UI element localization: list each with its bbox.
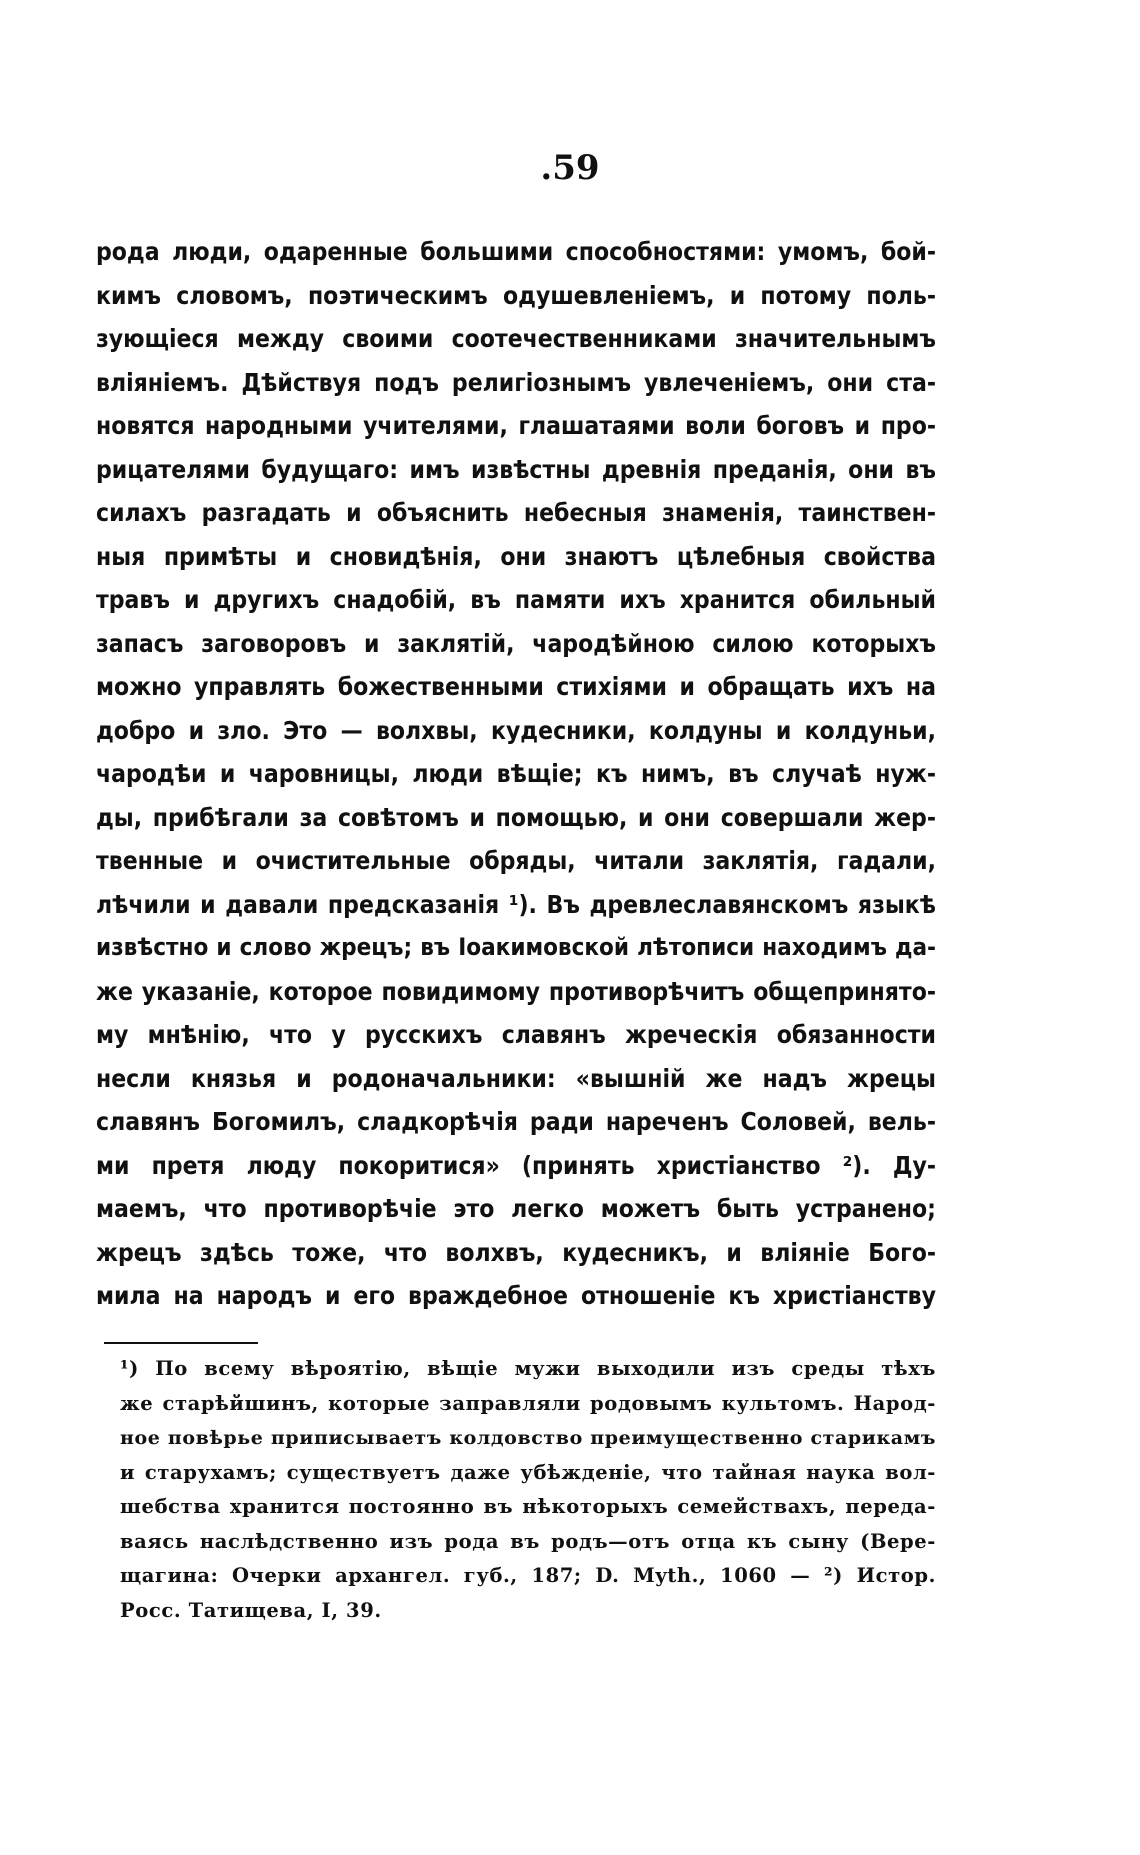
body-line: чародѣи и чаровницы, люди вѣщіе; къ нимъ, въ случаѣ нуж-: [96, 759, 936, 788]
footnote-line: щагина: Очерки архангел. губ., 187; D. Myth., 1060 — ²) Истор.: [120, 1564, 936, 1587]
body-line: же указаніе, которое повидимому противорѣчитъ общепринято-: [96, 976, 936, 1006]
body-line: лѣчили и давали предсказанія ¹). Въ древлеславянскомъ языкѣ: [96, 889, 936, 919]
body-line: добро и зло. Это — волхвы, кудесники, колдуны и колдуньи,: [96, 715, 936, 745]
body-line: силахъ разгадать и объяснить небесныя знаменія, таинствен-: [96, 498, 936, 527]
footnote-line: шебства хранится постоянно въ нѣкоторыхъ семействахъ, переда-: [120, 1495, 936, 1518]
body-line: можно управлять божественными стихіями и обращать ихъ на: [96, 672, 936, 701]
body-line: рицателями будущаго: имъ извѣстны древнія преданія, они въ: [96, 454, 936, 484]
footnote-line: и старухамъ; существуетъ даже убѣжденіе, что тайная наука вол-: [120, 1460, 936, 1484]
body-line: твенные и очистительные обряды, читали заклятія, гадали,: [96, 846, 936, 875]
body-line: му мнѣнію, что у русскихъ славянъ жреческія обязанности: [96, 1020, 936, 1049]
body-line: ды, прибѣгали за совѣтомъ и помощью, и они совершали жер-: [96, 802, 936, 832]
body-line: жрецъ здѣсь тоже, что волхвъ, кудесникъ, и вліяніе Бого-: [96, 1237, 936, 1267]
body-line: зующіеся между своими соотечественниками значительнымъ: [96, 324, 936, 353]
body-line: рода люди, одаренные большими способностями: умомъ, бой-: [96, 237, 936, 266]
page-number: .59: [540, 148, 600, 188]
footnote-line: ваясь наслѣдственно изъ рода въ родъ—отъ отца къ сыну (Вере-: [120, 1529, 936, 1553]
body-text: [96, 230, 936, 1318]
body-line: ми претя люду покоритися» (принять христіанство ²). Ду-: [96, 1150, 936, 1180]
body-line: мила на народъ и его враждебное отношеніе къ христіанству: [96, 1281, 936, 1310]
footnote-line: же старѣйшинъ, которые заправляли родовымъ культомъ. Народ-: [120, 1391, 936, 1415]
body-line: несли князья и родоначальники: «вышній же надъ жрецы: [96, 1063, 936, 1093]
footnote-line: ное повѣрье приписываетъ колдовство преимущественно старикамъ: [120, 1427, 936, 1449]
body-line: маемъ, что противорѣчіе это легко можетъ быть устранено;: [96, 1194, 936, 1223]
footnote-separator-rule: [104, 1342, 258, 1344]
body-line: вліяніемъ. Дѣйствуя подъ религіознымъ увлеченіемъ, они ста-: [96, 367, 936, 397]
body-line: новятся народными учителями, глашатаями воли боговъ и про-: [96, 411, 936, 440]
body-line: ныя примѣты и сновидѣнія, они знаютъ цѣлебныя свойства: [96, 541, 936, 571]
body-line: извѣстно и слово жрецъ; въ Іоакимовской лѣтописи находимъ да-: [96, 933, 936, 961]
footnote-line: ¹) По всему вѣроятію, вѣщіе мужи выходили изъ среды тѣхъ: [120, 1357, 936, 1380]
body-line: травъ и другихъ снадобій, въ памяти ихъ хранится обильный: [96, 585, 936, 614]
body-line: славянъ Богомилъ, сладкорѣчія ради нареченъ Соловей, вель-: [96, 1107, 936, 1136]
footnote-line: Росс. Татищева, I, 39.: [120, 1598, 382, 1622]
body-line: запасъ заговоровъ и заклятій, чародѣйною силою которыхъ: [96, 628, 936, 658]
body-line: кимъ словомъ, поэтическимъ одушевленіемъ, и потому поль-: [96, 280, 936, 310]
footnotes: [120, 1352, 936, 1628]
